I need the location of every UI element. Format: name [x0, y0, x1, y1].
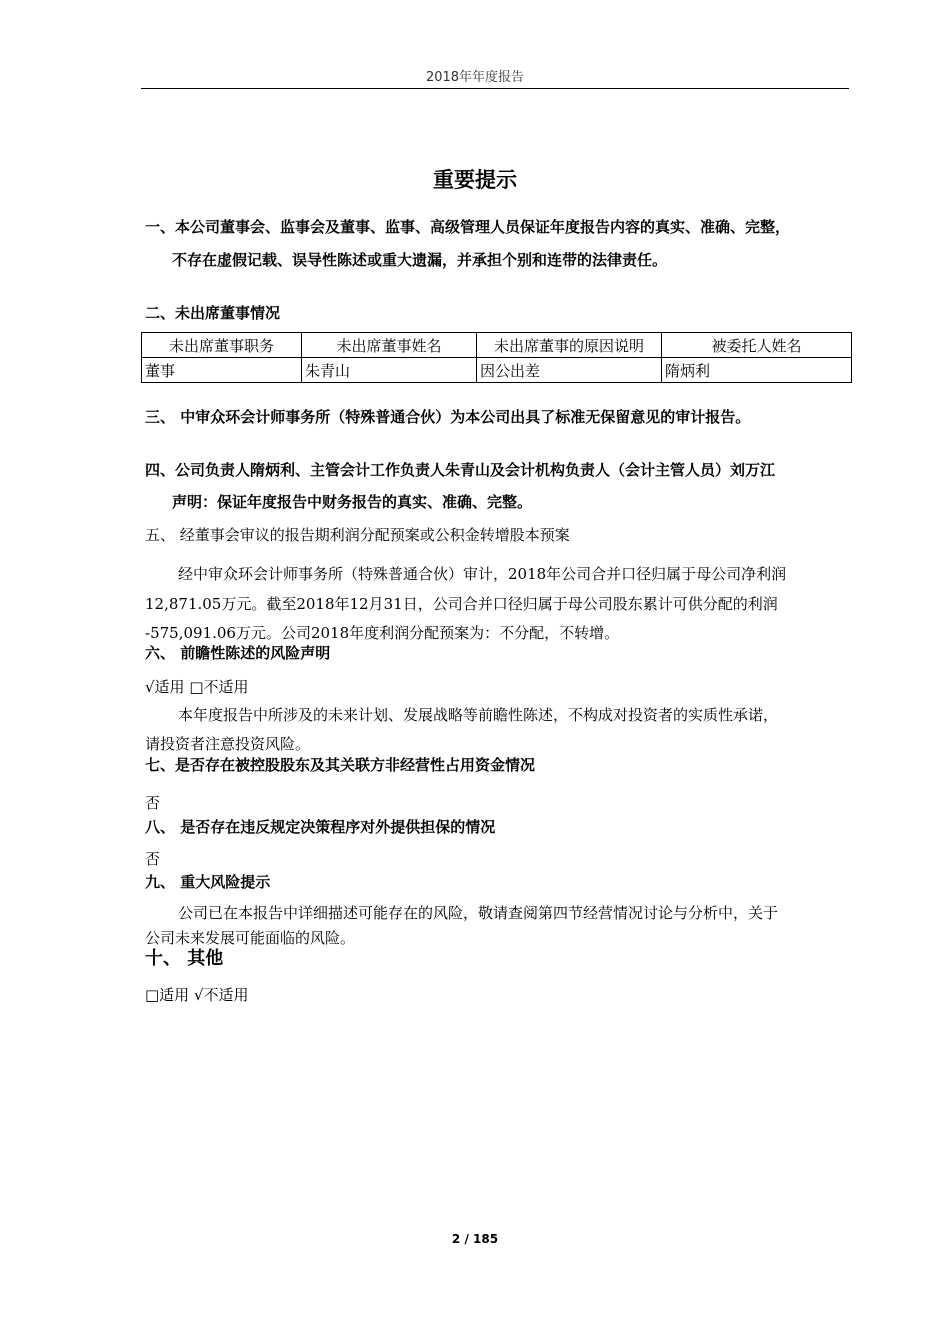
- table-header-cell: 未出席董事职务: [142, 333, 302, 358]
- table-header-cell: 被委托人姓名: [662, 333, 852, 358]
- table-cell: 董事: [142, 358, 302, 383]
- section-5-paragraph-line-3: -575,091.06万元。公司2018年度利润分配预案为：不分配，不转增。: [145, 624, 620, 642]
- section-2-heading: 二、未出席董事情况: [145, 304, 281, 322]
- section-4-line-1: 四、公司负责人隋炳利、主管会计工作负责人朱青山及会计机构负责人（会计主管人员）刘万江: [145, 461, 776, 479]
- table-cell: 朱青山: [302, 358, 477, 383]
- section-4-line-2: 声明：保证年度报告中财务报告的真实、准确、完整。: [172, 493, 533, 511]
- page-title: 重要提示: [433, 168, 517, 192]
- table-cell: 因公出差: [477, 358, 662, 383]
- section-7-answer: 否: [145, 794, 161, 812]
- section-8-heading: 八、 是否存在违反规定决策程序对外提供担保的情况: [145, 818, 496, 836]
- section-9-paragraph-line-2: 公司未来发展可能面临的风险。: [145, 929, 356, 947]
- section-1-line-1: 一、本公司董事会、监事会及董事、监事、高级管理人员保证年度报告内容的真实、准确、完整，: [145, 218, 791, 236]
- section-3-heading: 三、 中审众环会计师事务所（特殊普通合伙）为本公司出具了标准无保留意见的审计报告。: [145, 408, 751, 426]
- section-5-paragraph-line-2: 12,871.05万元。截至2018年12月31日，公司合并口径归属于母公司股东累计可供分配的利润: [145, 595, 778, 613]
- section-1-line-2: 不存在虚假记载、误导性陈述或重大遗漏，并承担个别和连带的法律责任。: [172, 251, 668, 269]
- section-9-paragraph-line-1: 公司已在本报告中详细描述可能存在的风险，敬请查阅第四节经营情况讨论与分析中，关于: [178, 904, 779, 922]
- section-5-paragraph-line-1: 经中审众环会计师事务所（特殊普通合伙）审计，2018年公司合并口径归属于母公司净利润: [178, 565, 787, 583]
- section-6-paragraph-line-2: 请投资者注意投资风险。: [145, 735, 311, 753]
- table-cell: 隋炳利: [662, 358, 852, 383]
- table-header-row: [142, 333, 852, 358]
- section-10-applicability: □适用 √不适用: [145, 986, 249, 1004]
- section-10-heading: 十、 其他: [145, 948, 224, 969]
- section-6-heading: 六、 前瞻性陈述的风险声明: [145, 644, 331, 662]
- table-row: [142, 358, 852, 383]
- section-9-heading: 九、 重大风险提示: [145, 873, 271, 891]
- section-7-heading: 七、是否存在被控股股东及其关联方非经营性占用资金情况: [145, 756, 536, 774]
- section-6-paragraph-line-1: 本年度报告中所涉及的未来计划、发展战略等前瞻性陈述，不构成对投资者的实质性承诺，: [178, 706, 779, 724]
- table-header-cell: 未出席董事的原因说明: [477, 333, 662, 358]
- section-5-heading: 五、 经董事会审议的报告期利润分配预案或公积金转增股本预案: [145, 526, 570, 544]
- section-6-applicability: √适用 □不适用: [145, 678, 249, 696]
- page-number: 2 / 185: [451, 1232, 499, 1246]
- table-header-cell: 未出席董事姓名: [302, 333, 477, 358]
- section-8-answer: 否: [145, 850, 161, 868]
- absent-directors-table: [141, 332, 852, 383]
- header-rule: [141, 88, 849, 89]
- running-header: 2018年年度报告: [425, 70, 525, 85]
